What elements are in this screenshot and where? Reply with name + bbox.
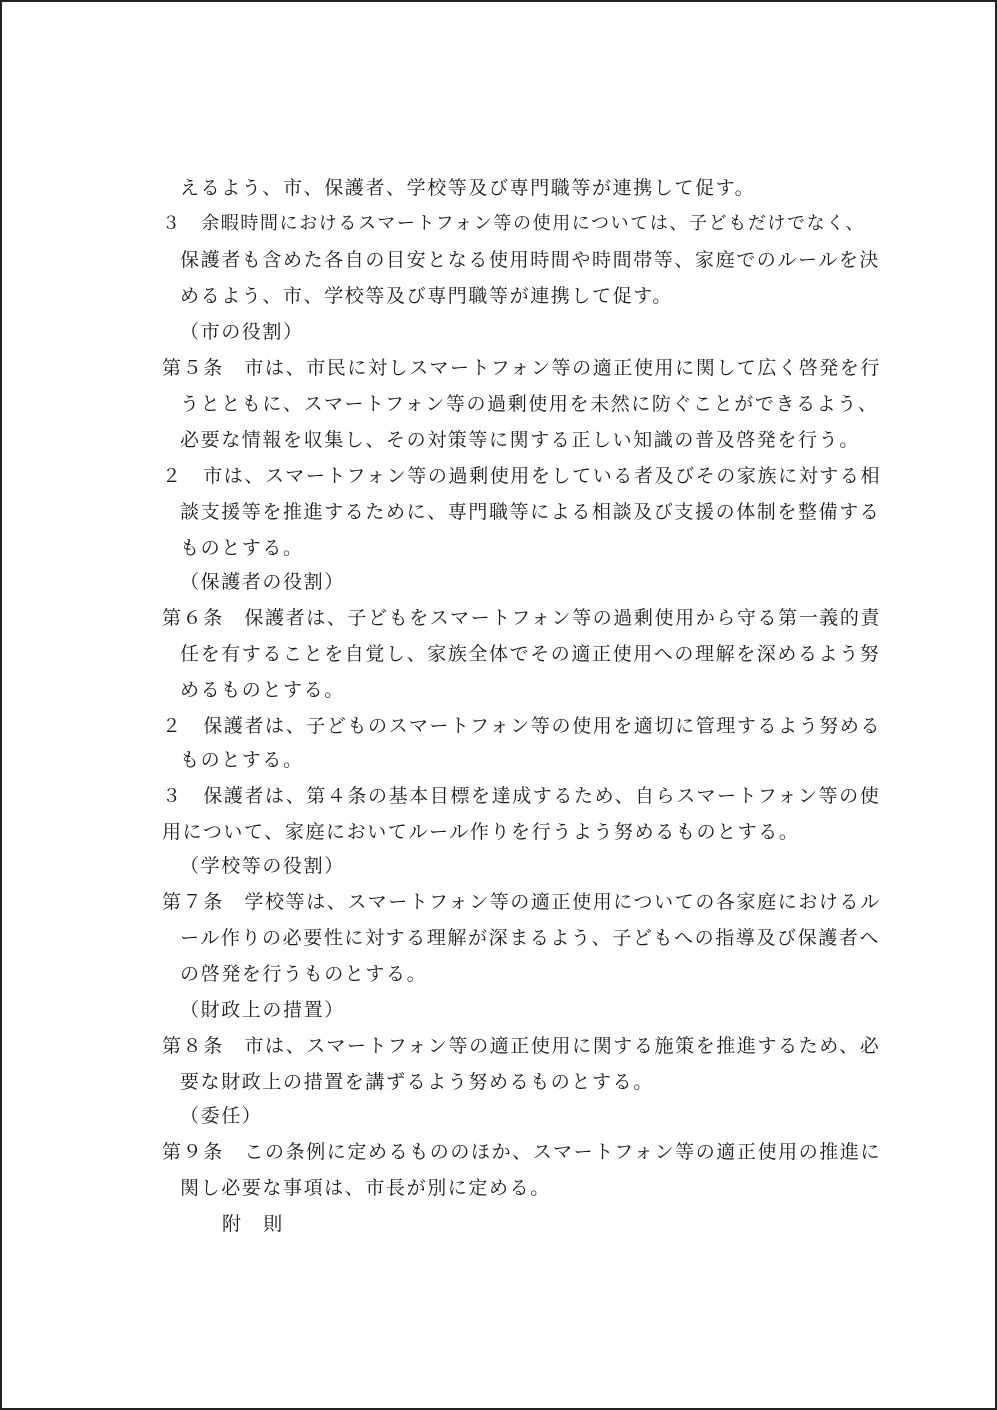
text-line: 談支援等を推進するために、専門職等による相談及び支援の体制を整備する [180, 501, 881, 523]
text-line: 用について、家庭においてルール作りを行うよう努めるものとする。 [162, 821, 800, 843]
text-line: 第６条 保護者は、子どもをスマートフォン等の過剰使用から守る第一義的責 [162, 607, 882, 629]
text-line: 第５条 市は、市民に対しスマートフォン等の適正使用に関して広く啓発を行 [162, 357, 882, 379]
text-line: うとともに、スマートフォン等の過剰使用を未然に防ぐことができるよう、 [180, 393, 879, 415]
text-line: 関し必要な事項は、市長が別に定める。 [180, 1177, 551, 1199]
text-line: めるものとする。 [180, 679, 345, 701]
section-heading: （学校等の役割） [180, 855, 345, 877]
text-line: ものとする。 [180, 537, 304, 559]
text-line: ール作りの必要性に対する理解が深まるよう、子どもへの指導及び保護者へ [180, 927, 881, 949]
text-line: めるよう、市、学校等及び専門職等が連携して促す。 [180, 285, 673, 307]
text-line: えるよう、市、保護者、学校等及び専門職等が連携して促す。 [180, 177, 756, 199]
text-line: 任を有することを自覚し、家族全体でその適正使用への理解を深めるよう努 [180, 643, 881, 665]
text-line: ３ 保護者は、第４条の基本目標を達成するため、自らスマートフォン等の使 [162, 785, 881, 807]
text-line: 要な財政上の措置を講ずるよう努めるものとする。 [180, 1071, 654, 1093]
text-line: ２ 保護者は、子どものスマートフォン等の使用を適切に管理するよう努める [162, 715, 882, 737]
section-heading: （財政上の措置） [180, 999, 345, 1021]
section-heading: （委任） [180, 1105, 263, 1127]
text-line: 必要な情報を収集し、その対策等に関する正しい知識の普及啓発を行う。 [180, 429, 860, 451]
supplementary-provisions-heading: 附 則 [222, 1213, 284, 1235]
text-line: ２ 市は、スマートフォン等の過剰使用をしている者及びその家族に対する相 [162, 465, 882, 487]
section-heading: （保護者の役割） [180, 571, 345, 593]
text-line: 保護者も含めた各自の目安となる使用時間や時間帯等、家庭でのルールを決 [180, 249, 881, 271]
text-line: ３ 余暇時間におけるスマートフォン等の使用については、子どもだけでなく、 [162, 213, 866, 234]
text-line: 第７条 学校等は、スマートフォン等の適正使用についての各家庭におけるル [162, 891, 881, 913]
text-line: 第９条 この条例に定めるもののほか、スマートフォン等の適正使用の推進に [162, 1141, 882, 1163]
text-line: 第８条 市は、スマートフォン等の適正使用に関する施策を推進するため、必 [162, 1035, 881, 1057]
section-heading: （市の役割） [180, 321, 304, 343]
text-line: ものとする。 [180, 749, 304, 771]
text-line: の啓発を行うものとする。 [180, 963, 428, 985]
